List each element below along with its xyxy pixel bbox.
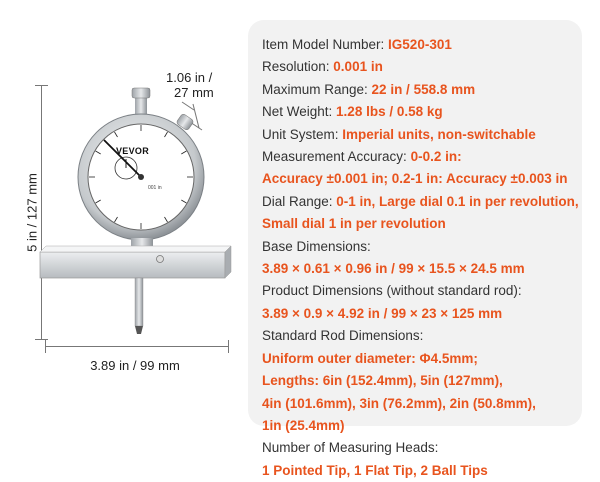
- spec-rod-dims-line-4: [262, 415, 570, 437]
- spec-accuracy-label: Measurement Accuracy:: [262, 149, 411, 165]
- width-dimension-label: 3.89 in / 99 mm: [90, 358, 180, 373]
- spec-net-weight-value: 1.28 lbs / 0.58 kg: [336, 104, 443, 120]
- gauge-rod-tip: [135, 326, 143, 334]
- spec-net-weight-label: Net Weight:: [262, 104, 337, 120]
- spec-heads-label: Number of Measuring Heads:: [262, 440, 439, 456]
- spec-base-dims-label: Base Dimensions:: [262, 238, 371, 254]
- spec-item-rod-dimensions: [262, 325, 570, 347]
- dial-thickness-guide-upper: [182, 102, 194, 110]
- spec-heads-value: 1 Pointed Tip, 1 Flat Tip, 2 Ball Tips: [262, 462, 488, 478]
- gauge-rod: [135, 278, 143, 326]
- spec-max-range-label: Maximum Range:: [262, 81, 372, 97]
- spec-heads-line: [262, 460, 570, 482]
- spec-dial-range-label: Dial Range:: [262, 193, 337, 209]
- gauge-base-side: [225, 246, 231, 278]
- spec-rod-dims-label: Standard Rod Dimensions:: [262, 328, 424, 344]
- spec-product-dims-value: 3.89 × 0.9 × 4.92 in / 99 × 23 × 125 mm: [262, 305, 503, 321]
- height-dimension-label: 5 in / 127 mm: [24, 173, 40, 252]
- spec-item-resolution: [262, 56, 570, 78]
- spec-resolution-label: Resolution:: [262, 59, 334, 75]
- specifications-panel: [248, 20, 582, 478]
- spec-rod-dims-line-3: [262, 393, 570, 415]
- spec-accuracy-line-2: [262, 168, 570, 190]
- spec-product-dims-line: [262, 303, 570, 325]
- dial-thickness-label-line1: 1.06 in /: [166, 70, 213, 85]
- gauge-base-front: [40, 252, 225, 278]
- spec-rod-dims-line-1: [262, 348, 570, 370]
- depth-gauge-drawing: [0, 0, 240, 360]
- spec-rod-dims-value-3: 4in (101.6mm), 3in (76.2mm), 2in (50.8mm),: [262, 395, 536, 411]
- spec-dial-range-value-1: 0-1 in, Large dial 0.1 in per revolution,: [336, 193, 579, 209]
- gauge-base-top: [40, 246, 231, 252]
- gauge-base-screw: [157, 256, 164, 263]
- spec-accuracy-value-2: Accuracy ±0.001 in; 0.2-1 in: Accuracy ±0.003 in: [262, 171, 568, 187]
- spec-item-dial-range: [262, 191, 579, 213]
- spec-product-dims-label: Product Dimensions (without standard rod):: [262, 283, 522, 299]
- spec-item-measuring-heads: [262, 437, 570, 459]
- dial-pointer-hub: [138, 174, 144, 180]
- spec-unit-system-value: Imperial units, non-switchable: [342, 126, 536, 142]
- spec-model-label: Item Model Number:: [262, 37, 389, 52]
- spec-item-accuracy: [262, 146, 570, 168]
- spec-rod-dims-value-1: Uniform outer diameter: Φ4.5mm;: [262, 350, 478, 366]
- spec-item-product-dimensions: [262, 280, 570, 302]
- dial-thickness-label-line2: 27 mm: [174, 85, 214, 100]
- spec-unit-system-label: Unit System:: [262, 126, 343, 142]
- spec-resolution-value: 0.001 in: [333, 59, 383, 75]
- spec-item-model: [262, 34, 570, 56]
- dial-resolution-text: 001 in: [148, 185, 162, 191]
- spec-rod-dims-value-2: Lengths: 6in (152.4mm), 5in (127mm),: [262, 373, 503, 389]
- spec-item-net-weight: [262, 101, 570, 123]
- dial-brand-text: VEVOR: [116, 146, 150, 156]
- gauge-top-cap: [132, 88, 150, 98]
- spec-rod-dims-value-4: 1in (25.4mm): [262, 417, 345, 433]
- spec-base-dims-line: [262, 258, 570, 280]
- spec-item-base-dimensions: [262, 236, 570, 258]
- spec-base-dims-value: 3.89 × 0.61 × 0.96 in / 99 × 15.5 × 24.5 mm: [262, 261, 525, 277]
- spec-item-unit-system: [262, 124, 570, 146]
- spec-rod-dims-line-2: [262, 370, 570, 392]
- spec-model-value: IG520-301: [388, 37, 452, 52]
- spec-item-max-range: [262, 79, 570, 101]
- spec-dial-range-line-2: [262, 213, 570, 235]
- spec-max-range-value: 22 in / 558.8 mm: [371, 81, 476, 97]
- spec-accuracy-value-1: 0-0.2 in:: [410, 149, 462, 165]
- spec-dial-range-value-2: Small dial 1 in per revolution: [262, 216, 446, 232]
